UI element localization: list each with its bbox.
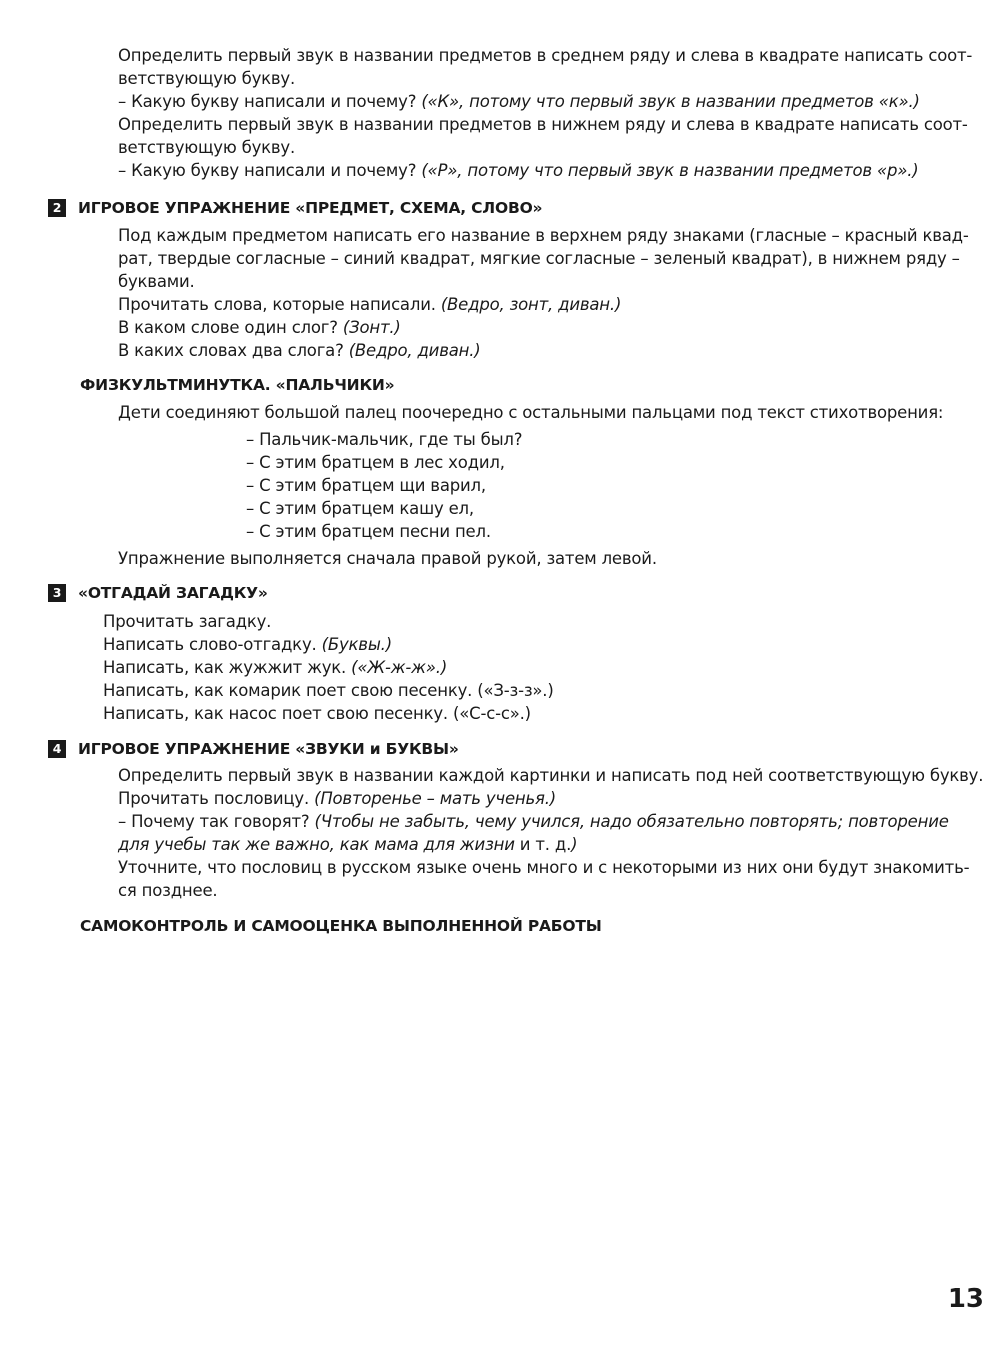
poem-line-4: – С этим братцем кашу ел, xyxy=(246,499,474,518)
page-number: 13 xyxy=(947,1284,984,1314)
section-3-heading xyxy=(52,582,268,604)
section-3-line-5: Написать, как насос поет свою песенку. («С-с-с».) xyxy=(103,704,531,723)
section-4-line-6: ся позднее. xyxy=(118,881,218,900)
section-4-line-2: Прочитать пословицу. (Повторенье – мать ученья.) xyxy=(118,789,557,808)
poem-line-5: – С этим братцем песни пел. xyxy=(246,522,491,541)
intro-question-1: – Какую букву написали и почему? («К», потому что первый звук в названии предметов «к».) xyxy=(118,92,920,111)
section-3-title: «ОТГАДАЙ ЗАГАДКУ» xyxy=(78,584,268,602)
section-2-question-3: В каких словах два слога? (Ведро, диван.) xyxy=(118,341,481,360)
section-4-text xyxy=(118,764,988,902)
poem-line-3: – С этим братцем щи варил, xyxy=(246,476,486,495)
section-3-line-2: Написать слово-отгадку. (Буквы.) xyxy=(103,635,392,654)
intro-line-2: ветствующую букву. xyxy=(118,69,296,88)
section-3-line-3: Написать, как жужжит жук. («Ж-ж-ж».) xyxy=(103,658,448,677)
section-4-line-5: Уточните, что пословиц в русском языке очень много и с некоторыми из них они будут знакомить- xyxy=(118,858,970,877)
section-4-line-4: для учебы так же важно, как мама для жизни и т. д.) xyxy=(118,835,578,854)
section-2-line-1: Под каждым предметом написать его название в верхнем ряду знаками (гласные – красный квад- xyxy=(118,226,969,245)
section-4-heading xyxy=(52,738,459,760)
fizminutka-poem xyxy=(246,428,846,543)
section-4-title: ИГРОВОЕ УПРАЖНЕНИЕ «ЗВУКИ и БУКВЫ» xyxy=(78,740,459,758)
section-3-number: 3 xyxy=(48,584,66,602)
section-2-heading xyxy=(52,197,543,219)
poem-line-1: – Пальчик-мальчик, где ты был? xyxy=(246,430,523,449)
section-2-text xyxy=(118,224,988,362)
section-3-line-4: Написать, как комарик поет свою песенку. («З-з-з».) xyxy=(103,681,554,700)
section-2-question-2: В каком слове один слог? (Зонт.) xyxy=(118,318,401,337)
section-3-line-1: Прочитать загадку. xyxy=(103,612,272,631)
fizminutka-intro: Дети соединяют большой палец поочередно с остальными пальцами под текст стихотворения: xyxy=(118,403,944,422)
section-3-text xyxy=(103,610,973,725)
fizminutka-title: ФИЗКУЛЬТМИНУТКА. «ПАЛЬЧИКИ» xyxy=(80,376,395,394)
section-2-line-3: буквами. xyxy=(118,272,195,291)
section-2-number: 2 xyxy=(48,199,66,217)
section-4-line-1: Определить первый звук в названии каждой картинки и написать под ней соответствующую букву. xyxy=(118,766,984,785)
section-2-title: ИГРОВОЕ УПРАЖНЕНИЕ «ПРЕДМЕТ, СХЕМА, СЛОВО» xyxy=(78,199,543,217)
fizminutka-outro: Упражнение выполняется сначала правой рукой, затем левой. xyxy=(118,549,657,568)
intro-question-2: – Какую букву написали и почему? («Р», потому что первый звук в названии предметов «р».) xyxy=(118,161,919,180)
final-title: САМОКОНТРОЛЬ И САМООЦЕНКА ВЫПОЛНЕННОЙ РАБОТЫ xyxy=(80,917,602,935)
intro-line-1: Определить первый звук в названии предметов в среднем ряду и слева в квадрате написать соот- xyxy=(118,46,973,65)
section-2-line-2: рат, твердые согласные – синий квадрат, мягкие согласные – зеленый квадрат), в нижнем ряду – xyxy=(118,249,960,268)
intro-line-5: ветствующую букву. xyxy=(118,138,296,157)
section-2-question-1: Прочитать слова, которые написали. (Ведро, зонт, диван.) xyxy=(118,295,622,314)
poem-line-2: – С этим братцем в лес ходил, xyxy=(246,453,505,472)
section-4-line-3: – Почему так говорят? (Чтобы не забыть, чему учился, надо обязательно повторять; повторение xyxy=(118,812,949,831)
intro-line-4: Определить первый звук в названии предметов в нижнем ряду и слева в квадрате написать соот- xyxy=(118,115,968,134)
section-4-number: 4 xyxy=(48,740,66,758)
intro-text xyxy=(118,44,988,182)
